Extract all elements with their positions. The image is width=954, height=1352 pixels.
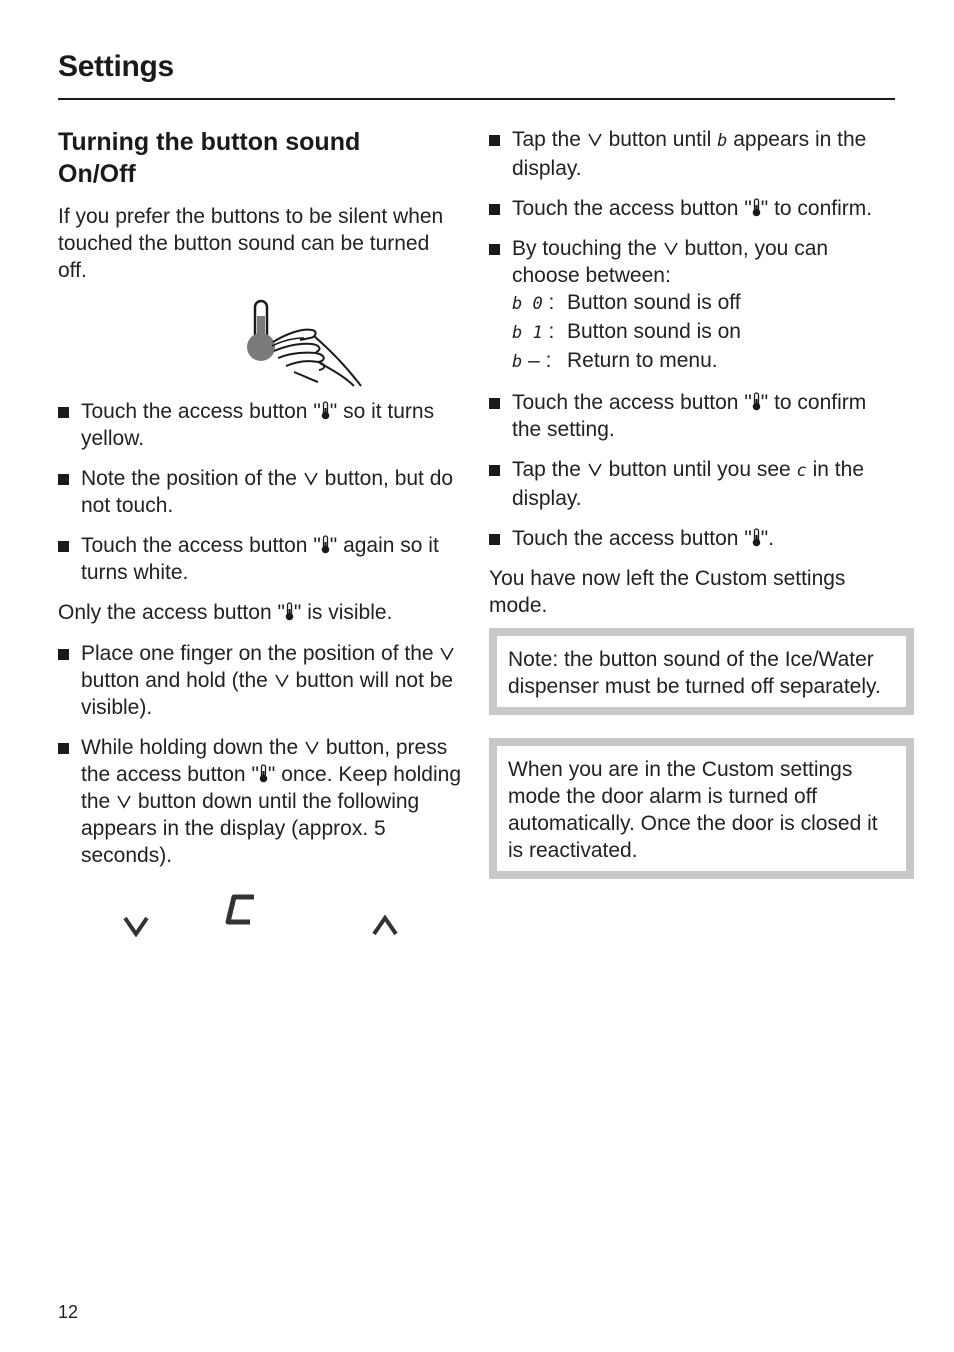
display-c-segment xyxy=(222,893,258,927)
step-text: Tap the xyxy=(512,458,587,481)
visible-note-text: Only the access button " xyxy=(58,601,285,624)
option-code xyxy=(512,318,567,347)
chevron-down-icon xyxy=(439,646,455,661)
step-choose-between xyxy=(489,235,896,376)
thermometer-icon xyxy=(259,764,268,783)
option-text: Return to menu. xyxy=(567,349,718,372)
step-text: appears in the display. xyxy=(512,128,867,180)
thermometer-icon xyxy=(752,392,761,411)
bullet-square xyxy=(489,204,500,215)
intro-paragraph: If you prefer the buttons to be silent when touched the button sound can be turned off. xyxy=(58,205,444,282)
option-row xyxy=(512,289,896,318)
option-sep: : xyxy=(542,291,555,314)
bullet-square xyxy=(58,407,69,418)
step-text: Touch the access button " xyxy=(512,197,752,220)
option-code xyxy=(512,289,567,318)
section-heading-line1: Turning the button sound xyxy=(58,128,361,156)
option-sep: : xyxy=(542,320,555,343)
step-text: button, press the access button " xyxy=(81,736,448,786)
bullet-square xyxy=(489,534,500,545)
step-text: Place one finger on the position of the xyxy=(81,642,440,665)
step-text: ". xyxy=(760,527,775,550)
page-number: 12 xyxy=(58,1302,79,1322)
step-text: in the display. xyxy=(512,458,865,510)
thermometer-icon xyxy=(321,535,330,554)
step-text: Touch the access button " xyxy=(512,391,752,414)
step-text: button down until the following appears in the display (approx. 5 seconds). xyxy=(81,790,420,867)
step-text: button until you see xyxy=(602,458,797,481)
chevron-down-icon xyxy=(304,740,320,755)
step-touch-access-final xyxy=(489,525,896,552)
step-text: Touch the access button " xyxy=(512,527,752,550)
right-column xyxy=(489,126,896,902)
step-confirm-setting xyxy=(489,389,896,443)
option-sep: – : xyxy=(522,349,552,372)
bullet-square xyxy=(489,465,500,476)
chevron-down-icon xyxy=(587,462,603,477)
chevron-down-icon xyxy=(122,915,150,937)
page-title: Settings xyxy=(58,50,174,83)
chevron-down-icon xyxy=(587,132,603,147)
bullet-square xyxy=(489,398,500,409)
step-touch-access-white xyxy=(58,532,463,586)
option-text: Button sound is on xyxy=(567,320,741,343)
chevron-down-icon xyxy=(663,241,679,256)
step-text: button, you can choose between: xyxy=(512,237,829,287)
step-text: button until xyxy=(602,128,718,151)
finger-touch-illustration xyxy=(246,298,366,388)
step-text: button will not be visible). xyxy=(81,669,454,719)
step-text: Touch the access button " xyxy=(81,534,321,557)
step-place-finger xyxy=(58,640,463,721)
bullet-square xyxy=(58,743,69,754)
step-tap-until-b xyxy=(489,126,896,182)
step-text: button, but do not touch. xyxy=(81,467,454,517)
chevron-down-icon xyxy=(274,673,290,688)
display-panel xyxy=(58,885,463,955)
option-row xyxy=(512,347,896,376)
option-row xyxy=(512,318,896,347)
bullet-square xyxy=(489,244,500,255)
note-box-dispenser: Note: the button sound of the Ice/Water dispenser must be turned off separately. xyxy=(489,628,914,715)
thermometer-icon xyxy=(285,602,294,621)
left-custom-paragraph: You have now left the Custom settings mode. xyxy=(489,567,846,617)
chevron-up-icon xyxy=(371,915,399,937)
thermometer-icon xyxy=(321,401,330,420)
option-code xyxy=(512,347,567,376)
step-touch-access-yellow xyxy=(58,398,463,452)
option-code-text: b 0 xyxy=(512,294,543,314)
left-column xyxy=(58,126,463,955)
step-text: " again so it turns white. xyxy=(81,534,439,584)
step-text: By touching the xyxy=(512,237,663,260)
bullet-square xyxy=(489,135,500,146)
thermometer-icon xyxy=(752,198,761,217)
title-rule xyxy=(58,98,895,100)
bullet-square xyxy=(58,474,69,485)
bullet-square xyxy=(58,649,69,660)
step-text: button and hold (the xyxy=(81,669,274,692)
bullet-square xyxy=(58,541,69,552)
step-text: Touch the access button " xyxy=(81,400,321,423)
thermometer-icon xyxy=(752,528,761,547)
step-hold-down xyxy=(58,734,463,869)
chevron-down-icon xyxy=(116,794,132,809)
option-code-text: b 1 xyxy=(512,323,543,343)
step-text: Tap the xyxy=(512,128,587,151)
note-box-door-alarm: When you are in the Custom settings mode the door alarm is turned off automatically. Once the door is closed it is reactivated. xyxy=(489,738,914,879)
visible-note-text: " is visible. xyxy=(293,601,393,624)
step-text: " to confirm the setting. xyxy=(512,391,867,441)
display-code-b: b xyxy=(717,131,728,151)
option-text: Button sound is off xyxy=(567,291,741,314)
option-code-text: b xyxy=(512,352,523,372)
step-text: " so it turns yellow. xyxy=(81,400,435,450)
section-heading xyxy=(58,126,463,190)
step-confirm xyxy=(489,195,896,222)
display-code-c: c xyxy=(796,461,807,481)
step-tap-until-c xyxy=(489,456,896,512)
step-note-position xyxy=(58,465,463,519)
step-text: While holding down the xyxy=(81,736,304,759)
section-heading-line2: On/Off xyxy=(58,160,136,188)
step-text: " to confirm. xyxy=(760,197,873,220)
chevron-down-icon xyxy=(303,471,319,486)
visible-note xyxy=(58,599,463,626)
step-text: " once. Keep holding the xyxy=(81,763,462,813)
step-text: Note the position of the xyxy=(81,467,303,490)
